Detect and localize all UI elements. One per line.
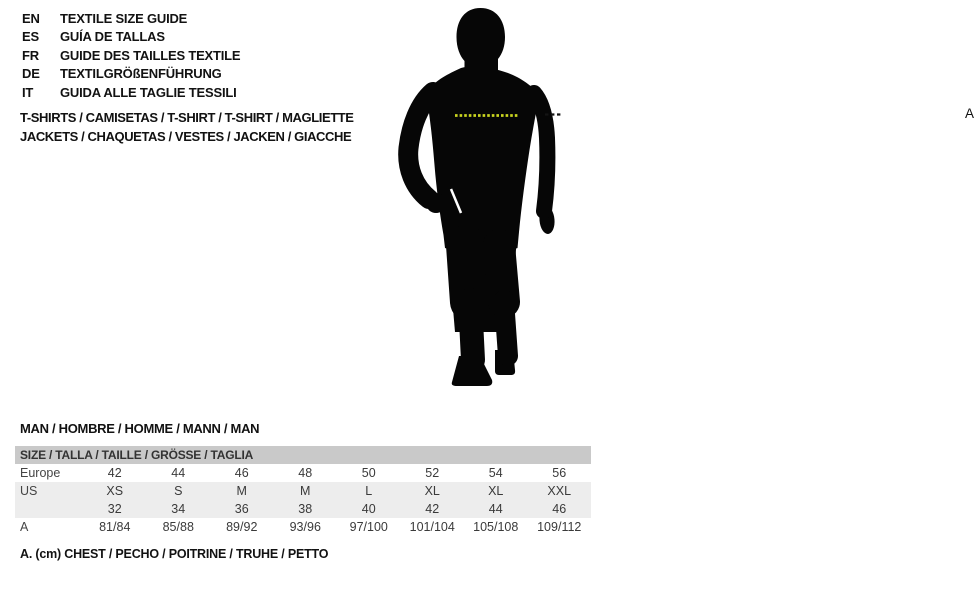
man-silhouette-svg [400,0,600,400]
language-code: FR [22,47,39,63]
category-line-jackets: JACKETS / CHAQUETAS / VESTES / JACKEN / GIACCHE [20,128,352,144]
language-row [22,28,240,46]
size-cell: 97/100 [349,520,388,534]
size-cell: XXL [547,484,572,498]
man-silhouette-figure [400,0,974,400]
language-label: GUIDE DES TAILLES TEXTILE [60,47,241,63]
size-cell: 48 [298,466,313,480]
language-code: IT [22,84,34,100]
size-cell: 101/104 [409,520,455,534]
language-row [22,47,240,65]
size-cell: XS [106,484,124,498]
size-cell: 42 [107,466,122,480]
category-line-tshirts: T-SHIRTS / CAMISETAS / T-SHIRT / T-SHIRT / MAGLIETTE [20,110,354,125]
language-row [22,65,240,83]
language-code: DE [22,66,40,82]
size-cell: 56 [552,466,567,480]
row-label: US [20,484,38,498]
size-cell: M [300,484,311,498]
measure-label-a: A [965,106,974,121]
table-row-us-numeric [15,500,591,518]
size-cell: 50 [361,466,376,480]
size-cell: 81/84 [99,520,131,534]
language-list [22,10,240,102]
row-label: Europe [20,466,61,480]
size-cell: 105/108 [473,520,519,534]
language-code: EN [22,11,40,26]
row-label: A [20,520,29,534]
size-cell: 40 [361,502,376,516]
language-code: ES [22,29,39,45]
size-cell: S [174,484,183,498]
size-cell: 32 [107,502,122,516]
language-label: GUIDA ALLE TAGLIE TESSILI [60,84,237,100]
size-cell: 109/112 [537,520,582,534]
size-cell: 93/96 [289,520,321,534]
table-row-us [15,482,591,500]
garment-categories [20,109,354,146]
measurement-footnote: A. (cm) CHEST / PECHO / POITRINE / TRUHE / PETTO [20,547,329,561]
language-row [22,10,240,28]
size-cell: 34 [171,502,186,516]
table-row-chest-a [15,518,591,536]
language-label: TEXTILGRÖßENFÜHRUNG [60,66,222,82]
size-cell: 89/92 [226,520,258,534]
size-cell: XL [424,484,440,498]
size-cell: 36 [234,502,249,516]
size-cell: 46 [552,502,567,516]
section-title-man: MAN / HOMBRE / HOMME / MANN / MAN [20,421,260,436]
table-row-europe [15,464,591,482]
row-label [15,500,83,518]
size-cell: 44 [488,502,503,516]
size-cell: XL [488,484,504,498]
size-table [15,446,591,536]
size-cell: 38 [298,502,313,516]
language-label: GUÍA DE TALLAS [60,29,165,45]
size-cell: 46 [234,466,249,480]
size-cell: 44 [171,466,186,480]
size-cell: 85/88 [162,520,194,534]
language-row [22,84,240,102]
size-cell: 42 [425,502,440,516]
size-cell: M [236,484,247,498]
size-cell: 54 [488,466,503,480]
size-cell: 52 [425,466,440,480]
size-table-header: SIZE / TALLA / TAILLE / GRÖSSE / TAGLIA [15,446,591,464]
language-label: TEXTILE SIZE GUIDE [60,11,188,26]
size-cell: L [365,484,373,498]
